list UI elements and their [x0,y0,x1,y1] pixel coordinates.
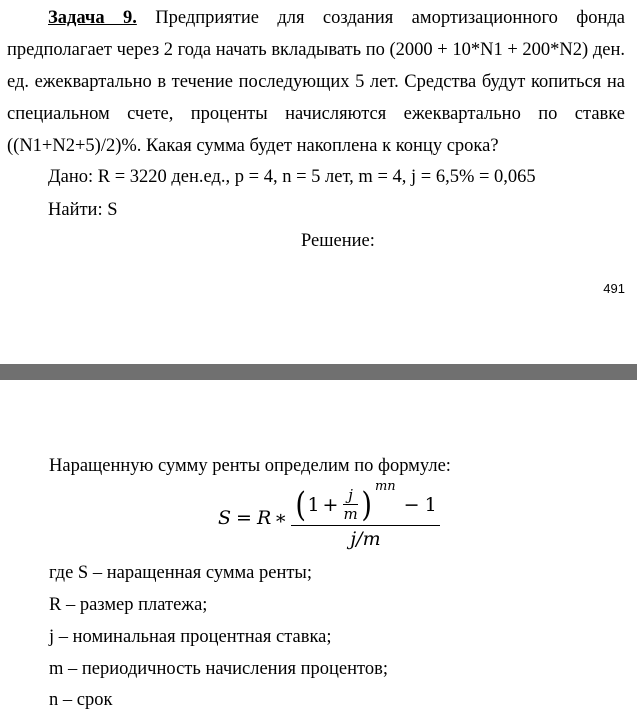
page-separator [0,364,637,380]
formula-r: R [256,507,272,530]
rent-formula [218,479,440,551]
formula-minus: − [403,493,420,516]
formula-exponent: mn [374,479,396,494]
formula-fraction [291,479,440,551]
task-paragraph [7,2,625,162]
formula-one: 1 [307,493,320,516]
formula-denominator: j/m [350,528,381,551]
formula-one-2: 1 [424,493,437,516]
formula-m: m [343,505,358,523]
formula-s: S [218,507,232,530]
formula-plus: + [322,493,339,516]
formula-multiply: ∗ [274,507,288,530]
definition-n: n – срок [49,690,113,710]
task-text: Предприятие для создания амортизационного фонда предполагает через 2 года начать вкладывать по (2000 + 10*N1 + 200*N2) ден. ед. ежеквартально в течение последующих 5 лет. Средства будут копиться на специальном счете, проценты начисляются ежеквартально по ставке ((N1+N2+5)/2)%. Какая сумма будет накоплена к концу срока? [7,8,625,156]
formula-left-paren: ( [295,484,307,525]
task-label: Задача 9. [48,8,137,28]
formula-j-over-m [343,486,357,523]
formula-intro: Наращенную сумму ренты определим по формуле: [49,456,451,476]
formula-j: j [348,486,353,504]
formula-right-paren: ) [361,484,372,525]
definition-r: R – размер платежа; [49,595,208,615]
formula-equals: = [236,507,252,530]
given-line: Дано: R = 3220 ден.ед., p = 4, n = 5 лет, m = 4, j = 6,5% = 0,065 [48,167,536,187]
find-line: Найти: S [48,200,118,220]
definition-m: m – периодичность начисления процентов; [49,659,388,679]
formula-numerator [291,479,440,525]
solution-heading: Решение: [301,231,375,251]
page-number: 491 [603,281,625,296]
definition-j: j – номинальная процентная ставка; [49,627,332,647]
definition-s: где S – наращенная сумма ренты; [49,563,312,583]
